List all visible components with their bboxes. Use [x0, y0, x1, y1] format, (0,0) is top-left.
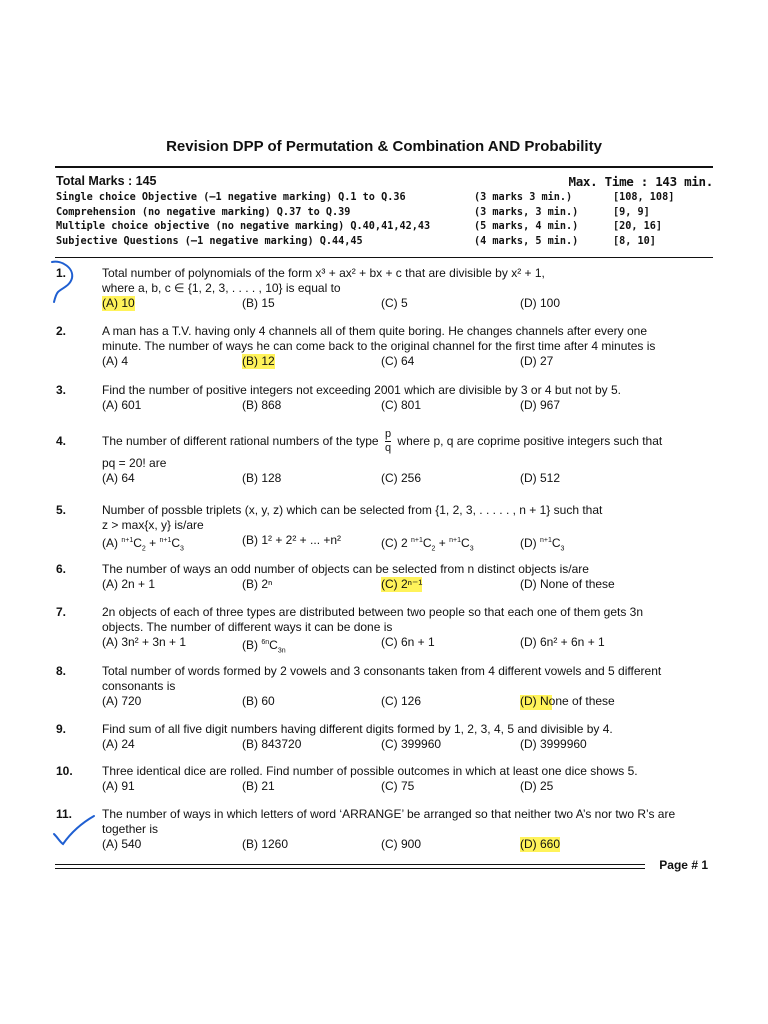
- combination-symbol: C: [422, 536, 432, 550]
- question-text: The number of ways in which letters of word ‘ARRANGE’ be arranged so that neither two A’s nor two R’s are: [102, 807, 676, 821]
- option-b: (B) 21: [242, 779, 275, 793]
- combination-symbol: C: [133, 536, 142, 550]
- question-text: Total number of polynomials of the form x³ + ax² + bx + c that are divisible by x² + 1,: [102, 266, 545, 280]
- scheme-label: Single choice Objective (–1 negative marking) Q.1 to Q.36: [56, 192, 406, 203]
- option-a: (A) 4: [102, 354, 129, 368]
- option-c: (C) 256: [381, 471, 422, 485]
- question-text: A man has a T.V. having only 4 channels all of them quite boring. He changes channels after every one: [102, 324, 648, 338]
- option-b: (B) 1² + 2² + ... +n²: [242, 533, 342, 547]
- question-text: The number of ways an odd number of objects can be selected from n distinct objects is/are: [102, 562, 589, 576]
- question-text: Total number of words formed by 2 vowels and 3 consonants taken from 4 different vowels and 5 different: [102, 664, 662, 678]
- fraction-p-over-q: [385, 428, 391, 455]
- option-label: (B): [242, 638, 262, 652]
- scheme-label: Comprehension (no negative marking) Q.37 to Q.39: [56, 207, 351, 218]
- combination-symbol: C: [461, 536, 470, 550]
- options-row: [102, 533, 714, 553]
- superscript: n+1: [121, 537, 134, 544]
- option-b: (B) 60: [242, 694, 275, 708]
- options-row: [102, 398, 714, 413]
- question-text-part: The number of different rational numbers of the type: [102, 434, 379, 448]
- option-b: (B) 12: [242, 354, 275, 368]
- superscript: n+1: [411, 537, 423, 544]
- page-number: Page # 1: [659, 858, 708, 872]
- option-a: [102, 533, 184, 556]
- option-d: (D) 3999960: [520, 737, 587, 751]
- superscript: n+1: [449, 537, 462, 544]
- question-text-part: where p, q are coprime positive integers such that: [397, 434, 663, 448]
- question-text: 2n objects of each of three types are distributed between two people so that each one of them gets 3n: [102, 605, 644, 619]
- combination-symbol: C: [171, 536, 181, 550]
- question-number: 3.: [56, 383, 67, 397]
- option-c: [381, 533, 474, 556]
- question-text: minute. The number of ways he can come back to the original channel for the first time after 4 minutes is: [102, 339, 656, 353]
- pen-mark-icon: [44, 258, 84, 304]
- question-number: 10.: [56, 764, 73, 778]
- question-text: together is: [102, 822, 159, 836]
- subscript: 3: [560, 545, 565, 553]
- footer-rule: [55, 868, 645, 869]
- options-row: [102, 577, 714, 592]
- option-c: (C) 5: [381, 296, 408, 310]
- combination-symbol: C: [551, 536, 561, 550]
- option-c: (C) 6n + 1: [381, 635, 435, 649]
- operator: +: [435, 536, 450, 550]
- page-title: Revision DPP of Permutation & Combination AND Probability: [166, 138, 602, 155]
- subscript: 2: [141, 545, 146, 553]
- combination-symbol: C: [269, 638, 278, 652]
- scheme-label: Multiple choice objective (no negative marking) Q.40,41,42,43: [56, 221, 431, 232]
- option-c: (C) 399960: [381, 737, 442, 751]
- question-number: 5.: [56, 503, 67, 517]
- option-b: (B) 15: [242, 296, 275, 310]
- question-number: 11.: [56, 807, 73, 821]
- question-number: 7.: [56, 605, 67, 619]
- option-d: (D) 27: [520, 354, 554, 368]
- option-a: (A) 10: [102, 296, 135, 310]
- question-text: objects. The number of different ways it can be done is: [102, 620, 393, 634]
- options-row: [102, 694, 714, 709]
- options-row: [102, 296, 714, 311]
- options-row: [102, 737, 714, 752]
- checkmark-icon: [50, 812, 98, 848]
- total-marks: Total Marks : 145: [56, 174, 157, 188]
- option-d: (D) 660: [520, 837, 561, 851]
- option-a: (A) 64: [102, 471, 135, 485]
- options-row: [102, 471, 714, 486]
- option-d: (D) 100: [520, 296, 561, 310]
- option-d: (D) None of these: [520, 577, 615, 591]
- subscript: 3n: [277, 647, 286, 655]
- subscript: 2: [431, 545, 436, 553]
- option-a: (A) 720: [102, 694, 142, 708]
- option-a: (A) 601: [102, 398, 142, 412]
- scheme-time: (3 marks, 3 min.): [474, 207, 579, 218]
- header-rule-bottom: [55, 257, 713, 258]
- option-label: (C) 2: [381, 536, 411, 550]
- option-a: (A) 540: [102, 837, 142, 851]
- question-text: Find sum of all five digit numbers having different digits formed by 1, 2, 3, 4, 5 and divisible by 4.: [102, 722, 613, 736]
- option-b: (B) 2ⁿ: [242, 577, 273, 591]
- subscript: 3: [180, 545, 184, 553]
- options-row: [102, 635, 714, 655]
- scheme-label: Subjective Questions (–1 negative marking) Q.44,45: [56, 236, 363, 247]
- question-number: 4.: [56, 434, 67, 448]
- question-number: 1.: [56, 266, 67, 280]
- question-text: z > max{x, y} is/are: [102, 518, 204, 532]
- scheme-total: [20, 16]: [613, 221, 663, 232]
- option-c: (C) 900: [381, 837, 422, 851]
- option-d: (D) None of these: [520, 694, 615, 708]
- question-number: 8.: [56, 664, 67, 678]
- question-number: 6.: [56, 562, 67, 576]
- option-b: [242, 635, 286, 658]
- scheme-time: (4 marks, 5 min.): [474, 236, 579, 247]
- fraction-numerator: p: [384, 428, 392, 441]
- superscript: n+1: [159, 537, 172, 544]
- superscript: 6n: [261, 639, 270, 646]
- question-number: 9.: [56, 722, 67, 736]
- option-label: (D): [520, 536, 540, 550]
- question-text: where a, b, c ∈ {1, 2, 3, . . . . , 10} is equal to: [102, 281, 341, 295]
- question-text: Find the number of positive integers not exceeding 2001 which are divisible by 3 or 4 but not by 5.: [102, 383, 621, 397]
- option-c: (C) 64: [381, 354, 415, 368]
- header-rule-top: [55, 166, 713, 168]
- options-row: [102, 354, 714, 369]
- option-a: (A) 91: [102, 779, 135, 793]
- question-number: 2.: [56, 324, 67, 338]
- option-b: (B) 843720: [242, 737, 302, 751]
- question-text: [102, 426, 714, 456]
- max-time: Max. Time : 143 min.: [568, 174, 713, 189]
- options-row: [102, 837, 714, 852]
- option-b: (B) 128: [242, 471, 282, 485]
- option-c: (C) 75: [381, 779, 415, 793]
- fraction-denominator: q: [384, 442, 392, 455]
- question-text: pq = 20! are: [102, 456, 167, 470]
- option-b: (B) 1260: [242, 837, 289, 851]
- option-d: [520, 533, 564, 556]
- question-text: Three identical dice are rolled. Find number of possible outcomes in which at least one dice shows 5.: [102, 764, 638, 778]
- scheme-total: [8, 10]: [613, 236, 656, 247]
- scheme-total: [9, 9]: [613, 207, 650, 218]
- options-row: [102, 779, 714, 794]
- option-d: (D) 25: [520, 779, 554, 793]
- option-d: (D) 967: [520, 398, 561, 412]
- option-d: (D) 512: [520, 471, 561, 485]
- option-c: (C) 126: [381, 694, 422, 708]
- footer-rule: [55, 864, 645, 865]
- question-text: consonants is: [102, 679, 176, 693]
- scheme-total: [108, 108]: [613, 192, 675, 203]
- operator: +: [145, 536, 160, 550]
- question-text: Number of possble triplets (x, y, z) which can be selected from {1, 2, 3, . . . . . , n + 1} such that: [102, 503, 603, 517]
- option-a: (A) 3n² + 3n + 1: [102, 635, 187, 649]
- scheme-time: (3 marks 3 min.): [474, 192, 573, 203]
- option-d: (D) 6n² + 6n + 1: [520, 635, 605, 649]
- scheme-time: (5 marks, 4 min.): [474, 221, 579, 232]
- option-a: (A) 24: [102, 737, 135, 751]
- subscript: 3: [469, 545, 474, 553]
- option-c: (C) 2ⁿ⁻¹: [381, 577, 423, 591]
- option-label: (A): [102, 536, 122, 550]
- option-b: (B) 868: [242, 398, 282, 412]
- superscript: n+1: [540, 537, 552, 544]
- option-c: (C) 801: [381, 398, 422, 412]
- option-a: (A) 2n + 1: [102, 577, 156, 591]
